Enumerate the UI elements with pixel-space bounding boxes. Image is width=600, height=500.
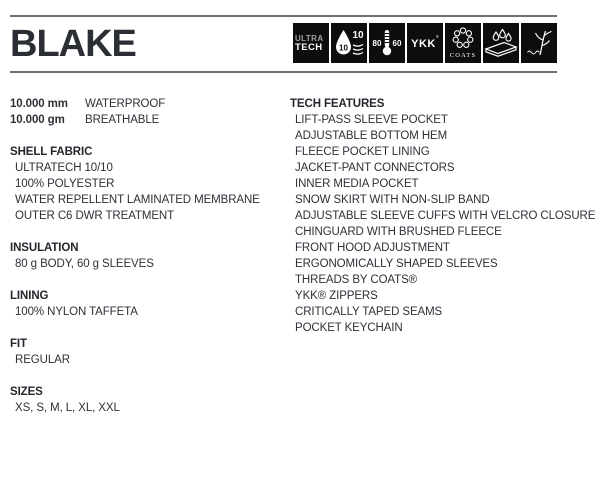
breathable-rating-row: [10, 112, 282, 128]
tech-badge-strip: [293, 23, 557, 63]
insulation-item: 80 g BODY, 60 g SLEEVES: [15, 258, 154, 270]
tech-feature-item: FRONT HOOD ADJUSTMENT: [295, 242, 450, 254]
sizes-heading: SIZES: [10, 386, 43, 398]
tech-feature-item: CRITICALLY TAPED SEAMS: [295, 306, 443, 318]
product-title: BLAKE: [10, 23, 136, 65]
eco-plant-icon: [521, 23, 557, 63]
sizes-item: XS, S, M, L, XL, XXL: [15, 402, 120, 414]
membrane-badge: [483, 23, 519, 63]
tech-features-heading: TECH FEATURES: [290, 98, 385, 110]
waterproof-value: 10.000 mm: [10, 98, 68, 110]
shell-fabric-item: 100% POLYESTER: [15, 178, 115, 190]
tech-feature-item: INNER MEDIA POCKET: [295, 178, 419, 190]
fit-heading: FIT: [10, 338, 27, 350]
ykk-badge: [407, 23, 443, 63]
tech-feature-item: ADJUSTABLE BOTTOM HEM: [295, 130, 448, 142]
coats-badge: [445, 23, 481, 63]
breathable-value: 10.000 gm: [10, 114, 65, 126]
section-lining: [10, 288, 282, 320]
left-column: [10, 96, 282, 416]
tech-feature-item: JACKET-PANT CONNECTORS: [295, 162, 455, 174]
tech-feature-item: POCKET KEYCHAIN: [295, 322, 403, 334]
ultratech-logo-icon: [293, 34, 329, 53]
section-fit: [10, 336, 282, 368]
shell-fabric-item: OUTER C6 DWR TREATMENT: [15, 210, 175, 222]
waterproof-rating-row: [10, 96, 282, 112]
svg-text:60: 60: [392, 39, 402, 48]
shell-fabric-item: ULTRATECH 10/10: [15, 162, 113, 174]
waterproof-label: WATERPROOF: [85, 98, 166, 110]
tech-feature-item: CHINGUARD WITH BRUSHED FLEECE: [295, 226, 502, 238]
shell-fabric-heading: SHELL FABRIC: [10, 146, 93, 158]
ykk-label: YKK: [411, 38, 436, 50]
header-bottom-rule: [10, 71, 557, 73]
lining-heading: LINING: [10, 290, 49, 302]
coats-logo-icon: [445, 23, 481, 63]
lining-item: 100% NYLON TAFFETA: [15, 306, 138, 318]
svg-text:10: 10: [339, 43, 348, 53]
tech-feature-item: ADJUSTABLE SLEEVE CUFFS WITH VELCRO CLOSURE: [295, 210, 596, 222]
section-sizes: [10, 384, 282, 416]
ykk-registered-mark: ®: [435, 34, 439, 39]
section-shell-fabric: [10, 144, 282, 224]
tech-feature-item: FLEECE POCKET LINING: [295, 146, 430, 158]
insulation-heading: INSULATION: [10, 242, 79, 254]
insulation-rating-badge: [369, 23, 405, 63]
ultratech-line1: ULTRA: [295, 33, 324, 43]
tech-feature-item: SNOW SKIRT WITH NON-SLIP BAND: [295, 194, 490, 206]
insulation-thermometer-icon: [369, 23, 405, 63]
ratings-block: [10, 96, 282, 128]
eco-badge: [521, 23, 557, 63]
ultratech-badge: [293, 23, 329, 63]
tech-feature-item: THREADS BY COATS®: [295, 274, 418, 286]
svg-text:COATS: COATS: [449, 52, 477, 59]
tech-feature-item: YKK® ZIPPERS: [295, 290, 378, 302]
section-insulation: [10, 240, 282, 272]
waterproof-drop-icon: [331, 23, 367, 63]
waterproof-rating-badge: [331, 23, 367, 63]
breathable-label: BREATHABLE: [85, 114, 160, 126]
fit-item: REGULAR: [15, 354, 70, 366]
svg-text:10: 10: [352, 30, 364, 41]
tech-feature-item: ERGONOMICALLY SHAPED SLEEVES: [295, 258, 498, 270]
ykk-logo-icon: [411, 34, 439, 52]
svg-text:80: 80: [372, 39, 382, 48]
water-repellent-membrane-icon: [483, 23, 519, 63]
shell-fabric-item: WATER REPELLENT LAMINATED MEMBRANE: [15, 194, 260, 206]
tech-feature-item: LIFT-PASS SLEEVE POCKET: [295, 114, 448, 126]
ultratech-line2: TECH: [295, 41, 323, 53]
right-column: [290, 96, 596, 336]
header-top-rule: [10, 15, 557, 17]
